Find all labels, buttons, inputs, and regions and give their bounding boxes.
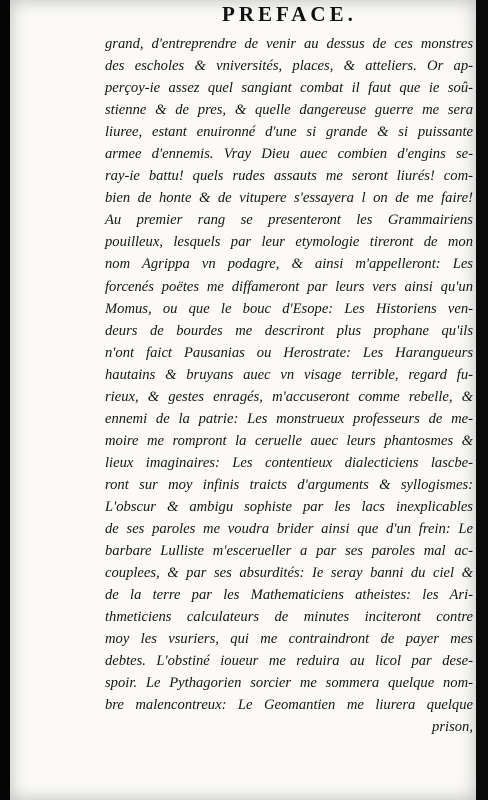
text-line: L'obscur & ambigu sophiste par les lacs inexplicables [105,498,473,515]
page-edge-left [0,0,10,800]
text-line: de ses paroles me voudra brider ainsi que d'un frein: Le [105,521,473,538]
page-edge-right [476,0,488,800]
text-line: moy les vsuriers, qui me contraindront de payer mes [105,631,473,648]
text-line: deurs de bourdes me descriront plus prophane qu'ils [105,322,473,339]
text-line: bre malencontreux: Le Geomantien me liurera quelque [105,697,473,714]
body-text [105,33,473,739]
text-line: couplees, & par ses absurdités: Ie seray banni du ciel & [105,565,473,582]
text-line: stienne & de pres, & quelle dangereuse guerre me sera [105,102,473,119]
text-line: spoir. Le Pythagorien sorcier me sommera quelque nom- [105,675,473,692]
text-line: grand, d'entreprendre de venir au dessus de ces monstres [105,36,473,52]
text-line: armee d'ennemis. Vray Dieu auec combien d'engins se- [105,146,473,163]
text-line: des escholes & vniversités, places, & atteliers. Or ap- [105,58,473,75]
text-line: hautains & bruyans auec vn visage terrible, regard fu- [105,366,473,383]
text-line: pouilleux, lesquels par leur etymologie tireront de mon [105,234,473,251]
text-line: debtes. L'obstiné ioueur me reduira au licol par dese- [105,653,473,670]
running-header: PREFACE. [222,2,357,26]
text-line: n'ont faict Pausanias ou Herostrate: Les Harangueurs [105,344,473,361]
text-line: Au premier rang se presenteront les Grammairiens [105,212,473,229]
text-line: ront sur moy infinis traicts d'arguments & syllogismes: [105,476,473,493]
text-line: rieux, & gestes enragés, m'accuseront comme rebelle, & [105,388,473,405]
text-line: bien de honte & de vitupere s'essayera l on de me faire! [105,190,473,207]
text-line: barbare Lulliste m'escerueller a par ses paroles mal ac- [105,543,473,560]
text-line: perçoy-ie assez quel sangiant combat il faut que ie soû- [105,80,473,97]
text-line: liuree, estant enuironné d'une si grande & si puissante [105,124,473,141]
catchword: prison, [432,719,473,736]
text-line: Momus, ou que le bouc d'Esope: Les Historiens ven- [105,300,473,317]
text-line: ennemi de la patrie: Les monstrueux professeurs de me- [105,410,473,427]
text-line: moire me rompront la ceruelle auec leurs phantosmes & [105,432,473,449]
text-line: ray-ie battu! quels rudes assauts me seront liurés! com- [105,168,473,185]
text-line: thmeticiens calculateurs de minutes inciteront contre [105,609,473,626]
text-line: lieux imaginaires: Les contentieux dialecticiens lascbe- [105,454,473,471]
text-line: forcenés poëtes me diffameront par leurs vers ainsi qu'un [105,278,473,295]
text-line: nom Agrippa vn podagre, & ainsi m'appelleront: Les [105,256,473,273]
text-line: de la terre par les Mathematiciens atheistes: les Ari- [105,587,473,604]
